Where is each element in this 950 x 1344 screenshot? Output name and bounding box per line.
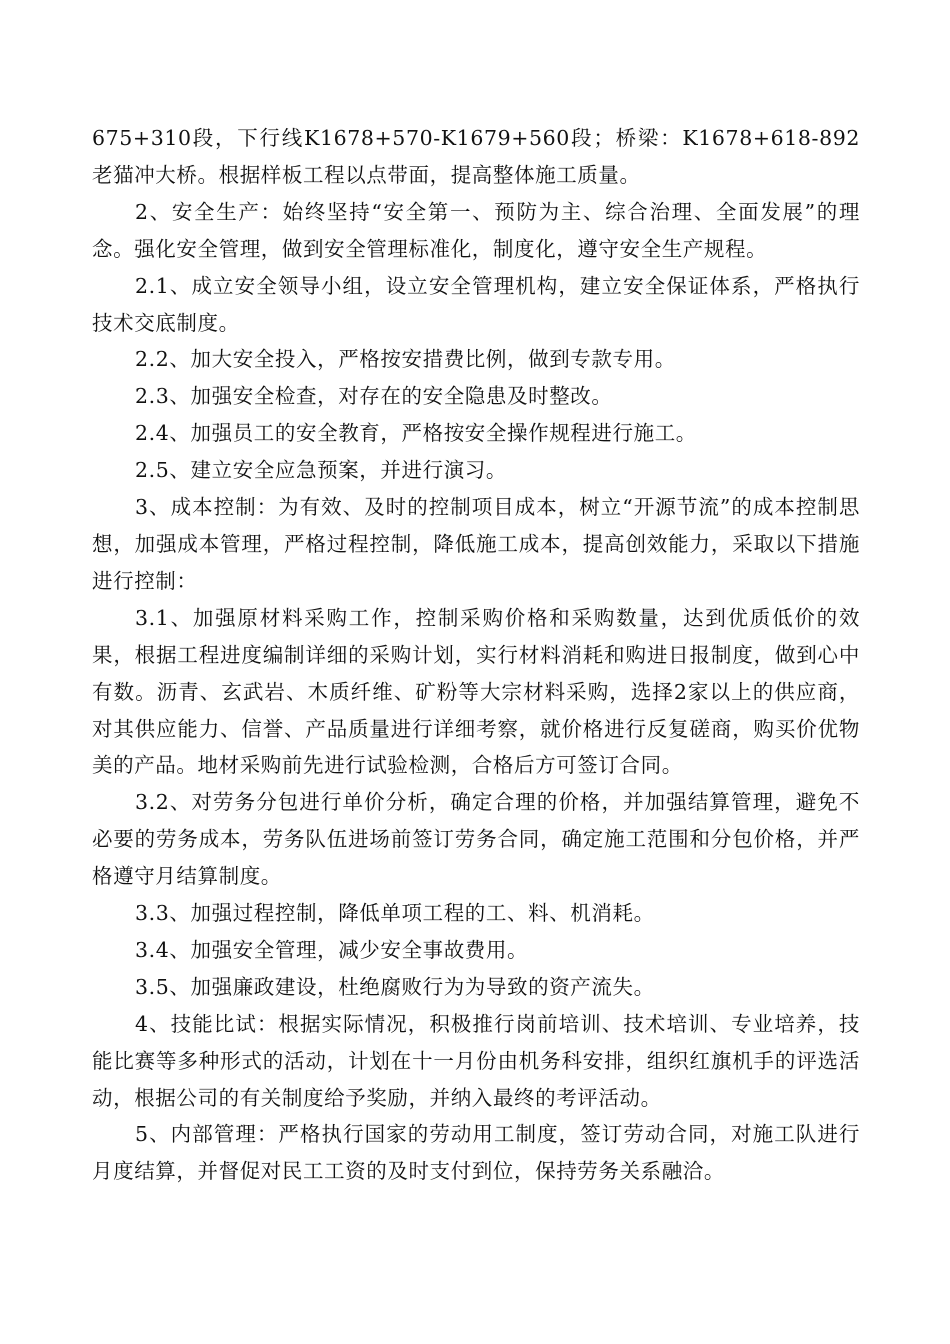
paragraph-cost-3-2: 3.2、对劳务分包进行单价分析，确定合理的价格，并加强结算管理，避免不必要的劳务成本，劳务队伍进场前签订劳务合同，确定施工范围和分包价格，并严格遵守月结算制度。	[92, 790, 860, 889]
paragraph-cost-3-3: 3.3、加强过程控制，降低单项工程的工、料、机消耗。	[135, 901, 655, 926]
paragraph-skill-competition: 4、技能比试：根据实际情况，积极推行岗前培训、技术培训、专业培养，技能比赛等多种形式的活动，计划在十一月份由机务科安排，组织红旗机手的评选活动，根据公司的有关制度给予奖励，并纳入最终的考评活动。	[92, 1011, 860, 1110]
paragraph-internal-management: 5、内部管理：严格执行国家的劳动用工制度，签订劳动合同，对施工队进行月度结算，并督促对民工工资的及时支付到位，保持劳务关系融洽。	[92, 1122, 860, 1184]
paragraph-bridge-continuation: 675+310段，下行线K1678+570-K1679+560段；桥梁：K1678+618-892老猫冲大桥。根据样板工程以点带面，提高整体施工质量。	[92, 126, 860, 187]
paragraph-cost-3-5: 3.5、加强廉政建设，杜绝腐败行为为导致的资产流失。	[135, 974, 655, 999]
document-body	[92, 120, 860, 1190]
paragraph-safety-2-1: 2.1、成立安全领导小组，设立安全管理机构，建立安全保证体系，严格执行技术交底制度。	[92, 273, 860, 335]
paragraph-safety-production: 2、安全生产：始终坚持“安全第一、预防为主、综合治理、全面发展”的理念。强化安全管理，做到安全管理标准化，制度化，遵守安全生产规程。	[92, 199, 860, 261]
paragraph-safety-2-5: 2.5、建立安全应急预案，并进行演习。	[135, 458, 508, 483]
paragraph-safety-2-4: 2.4、加强员工的安全教育，严格按安全操作规程进行施工。	[135, 421, 697, 446]
paragraph-safety-2-2: 2.2、加大安全投入，严格按安措费比例，做到专款专用。	[135, 347, 676, 372]
paragraph-cost-3-1: 3.1、加强原材料采购工作，控制采购价格和采购数量，达到优质低价的效果，根据工程进度编制详细的采购计划，实行材料消耗和购进日报制度，做到心中有数。沥青、玄武岩、木质纤维、矿粉等大宗材料采购，选择2家以上的供应商，对其供应能力、信誉、产品质量进行详细考察，就价格进行反复磋商，购买价优物美的产品。地材采购前先进行试验检测，合格后方可签订合同。	[92, 605, 860, 778]
paragraph-safety-2-3: 2.3、加强安全检查，对存在的安全隐患及时整改。	[135, 384, 613, 409]
paragraph-cost-3-4: 3.4、加强安全管理，减少安全事故费用。	[135, 937, 529, 962]
paragraph-cost-control: 3、成本控制：为有效、及时的控制项目成本，树立“开源节流”的成本控制思想，加强成本管理，严格过程控制，降低施工成本，提高创效能力，采取以下措施进行控制：	[92, 495, 860, 593]
